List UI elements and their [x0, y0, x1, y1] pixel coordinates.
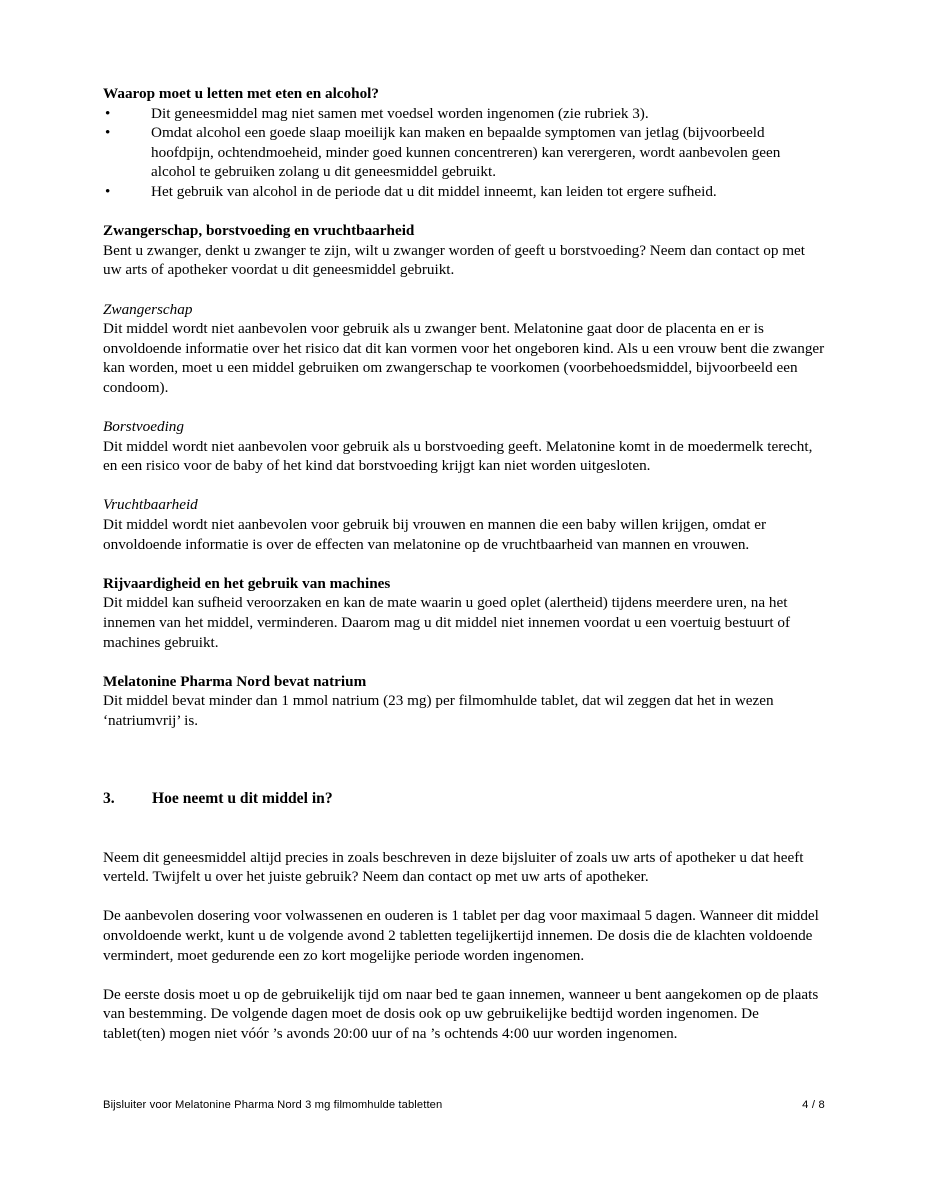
list-item	[103, 123, 825, 182]
list-item	[103, 104, 825, 124]
bullet-list-food-alcohol	[103, 104, 825, 202]
spacer	[103, 476, 825, 496]
list-item-text: Het gebruik van alcohol in de periode dat u dit middel inneemt, kan leiden tot ergere sufheid.	[151, 182, 717, 200]
section-food-alcohol	[103, 84, 825, 202]
spacer	[103, 398, 825, 418]
spacer	[103, 887, 825, 907]
section-number: 3.	[103, 789, 115, 807]
spacer	[103, 554, 825, 574]
paragraph-driving: Dit middel kan sufheid veroorzaken en kan de mate waarin u goed oplet (alertheid) tijdens meerdere uren, na het innemen van het middel, verminderen. Daarom mag u dit middel niet innemen voordat u een voertuig bestuurt of machines gebruikt.	[103, 594, 791, 651]
section-sodium	[103, 672, 825, 731]
section-driving-machines	[103, 574, 825, 652]
bullet-icon: •	[105, 182, 111, 200]
page-content	[103, 84, 825, 1044]
section-pregnancy-breastfeeding-fertility	[103, 221, 825, 280]
spacer	[103, 965, 825, 985]
footer-page-number: 4 / 8	[802, 1099, 825, 1111]
section-heading-how-to-take	[103, 789, 825, 809]
spacer	[103, 280, 825, 300]
bullet-icon: •	[105, 124, 111, 142]
footer-document-title: Bijsluiter voor Melatonine Pharma Nord 3 mg filmomhulde tabletten	[103, 1099, 443, 1111]
subsection-pregnancy	[103, 300, 825, 398]
paragraph-borstvoeding: Dit middel wordt niet aanbevolen voor gebruik als u borstvoeding geeft. Melatonine komt in de moedermelk terecht, en een risico voor de baby of het kind dat borstvoeding krijgt kan niet worden uitgesloten.	[103, 437, 813, 475]
paragraph-sodium: Dit middel bevat minder dan 1 mmol natrium (23 mg) per filmomhulde tablet, dat wil zeggen dat het in wezen ‘natriumvrij’ is.	[103, 692, 774, 729]
subsection-breastfeeding	[103, 417, 825, 476]
section-heading-sodium: Melatonine Pharma Nord bevat natrium	[103, 672, 367, 690]
subheading-vruchtbaarheid: Vruchtbaarheid	[103, 496, 198, 514]
subsection-fertility	[103, 495, 825, 554]
paragraph-zwangerschap: Dit middel wordt niet aanbevolen voor gebruik als u zwanger bent. Melatonine gaat door de placenta en er is onvoldoende informatie over het risico dat dit kan vormen voor het ongeboren kind. Als u een vrouw bent die zwanger kan worden, moet u een middel gebruiken om zwangerschap te voorkomen (voorbehoedsmiddel, bijvoorbeeld een condoom).	[103, 320, 825, 396]
bullet-icon: •	[105, 104, 111, 122]
page-footer	[103, 1098, 825, 1112]
spacer	[103, 202, 825, 222]
section-heading-food-alcohol: Waarop moet u letten met eten en alcohol?	[103, 85, 379, 102]
subheading-borstvoeding: Borstvoeding	[103, 418, 184, 436]
spacer	[103, 809, 825, 848]
paragraph-how-to-take-1: Neem dit geneesmiddel altijd precies in zoals beschreven in deze bijsluiter of zoals uw arts of apotheker u dat heeft verteld. Twijfelt u over het juiste gebruik? Neem dan contact op met uw arts of apotheker.	[103, 848, 804, 886]
list-item	[103, 182, 825, 202]
list-item-text: Omdat alcohol een goede slaap moeilijk kan maken en bepaalde symptomen van jetlag (bijvoorbeeld hoofdpijn, ochtendmoeheid, minder goed kunnen concentreren) kan verergeren, wordt aanbevolen geen alcohol te gebruiken zolang u dit geneesmiddel gebruikt.	[151, 124, 781, 181]
spacer	[103, 652, 825, 672]
paragraph-how-to-take-2: De aanbevolen dosering voor volwassenen en ouderen is 1 tablet per dag voor maximaal 5 dagen. Wanneer dit middel onvoldoende werkt, kunt u de volgende avond 2 tabletten tegelijkertijd innemen. De dosis die de klachten voldoende vermindert, moet gedurende een zo kort mogelijke periode worden ingenomen.	[103, 907, 819, 964]
section-heading-driving: Rijvaardigheid en het gebruik van machines	[103, 574, 391, 592]
paragraph-how-to-take-3: De eerste dosis moet u op de gebruikelijk tijd om naar bed te gaan innemen, wanneer u bent aangekomen op de plaats van bestemming. De volgende dagen moet de dosis ook op uw gebruikelijke bedtijd worden ingenomen. De tablet(ten) mogen niet vóór ’s avonds 20:00 uur of na ’s ochtends 4:00 uur worden ingenomen.	[103, 985, 819, 1042]
subheading-zwangerschap: Zwangerschap	[103, 300, 193, 318]
paragraph-vruchtbaarheid: Dit middel wordt niet aanbevolen voor gebruik bij vrouwen en mannen die een baby willen krijgen, omdat er onvoldoende informatie is over de effecten van melatonine op de vruchtbaarheid van mannen en vrouwen.	[103, 516, 766, 553]
list-item-text: Dit geneesmiddel mag niet samen met voedsel worden ingenomen (zie rubriek 3).	[151, 104, 649, 122]
section-title: Hoe neemt u dit middel in?	[152, 789, 333, 807]
spacer-large	[103, 731, 825, 789]
section-heading-pregnancy-group: Zwangerschap, borstvoeding en vruchtbaarheid	[103, 222, 415, 240]
paragraph-pregnancy-intro: Bent u zwanger, denkt u zwanger te zijn, wilt u zwanger worden of geeft u borstvoeding? Neem dan contact op met uw arts of apotheker voordat u dit geneesmiddel gebruikt.	[103, 241, 805, 279]
